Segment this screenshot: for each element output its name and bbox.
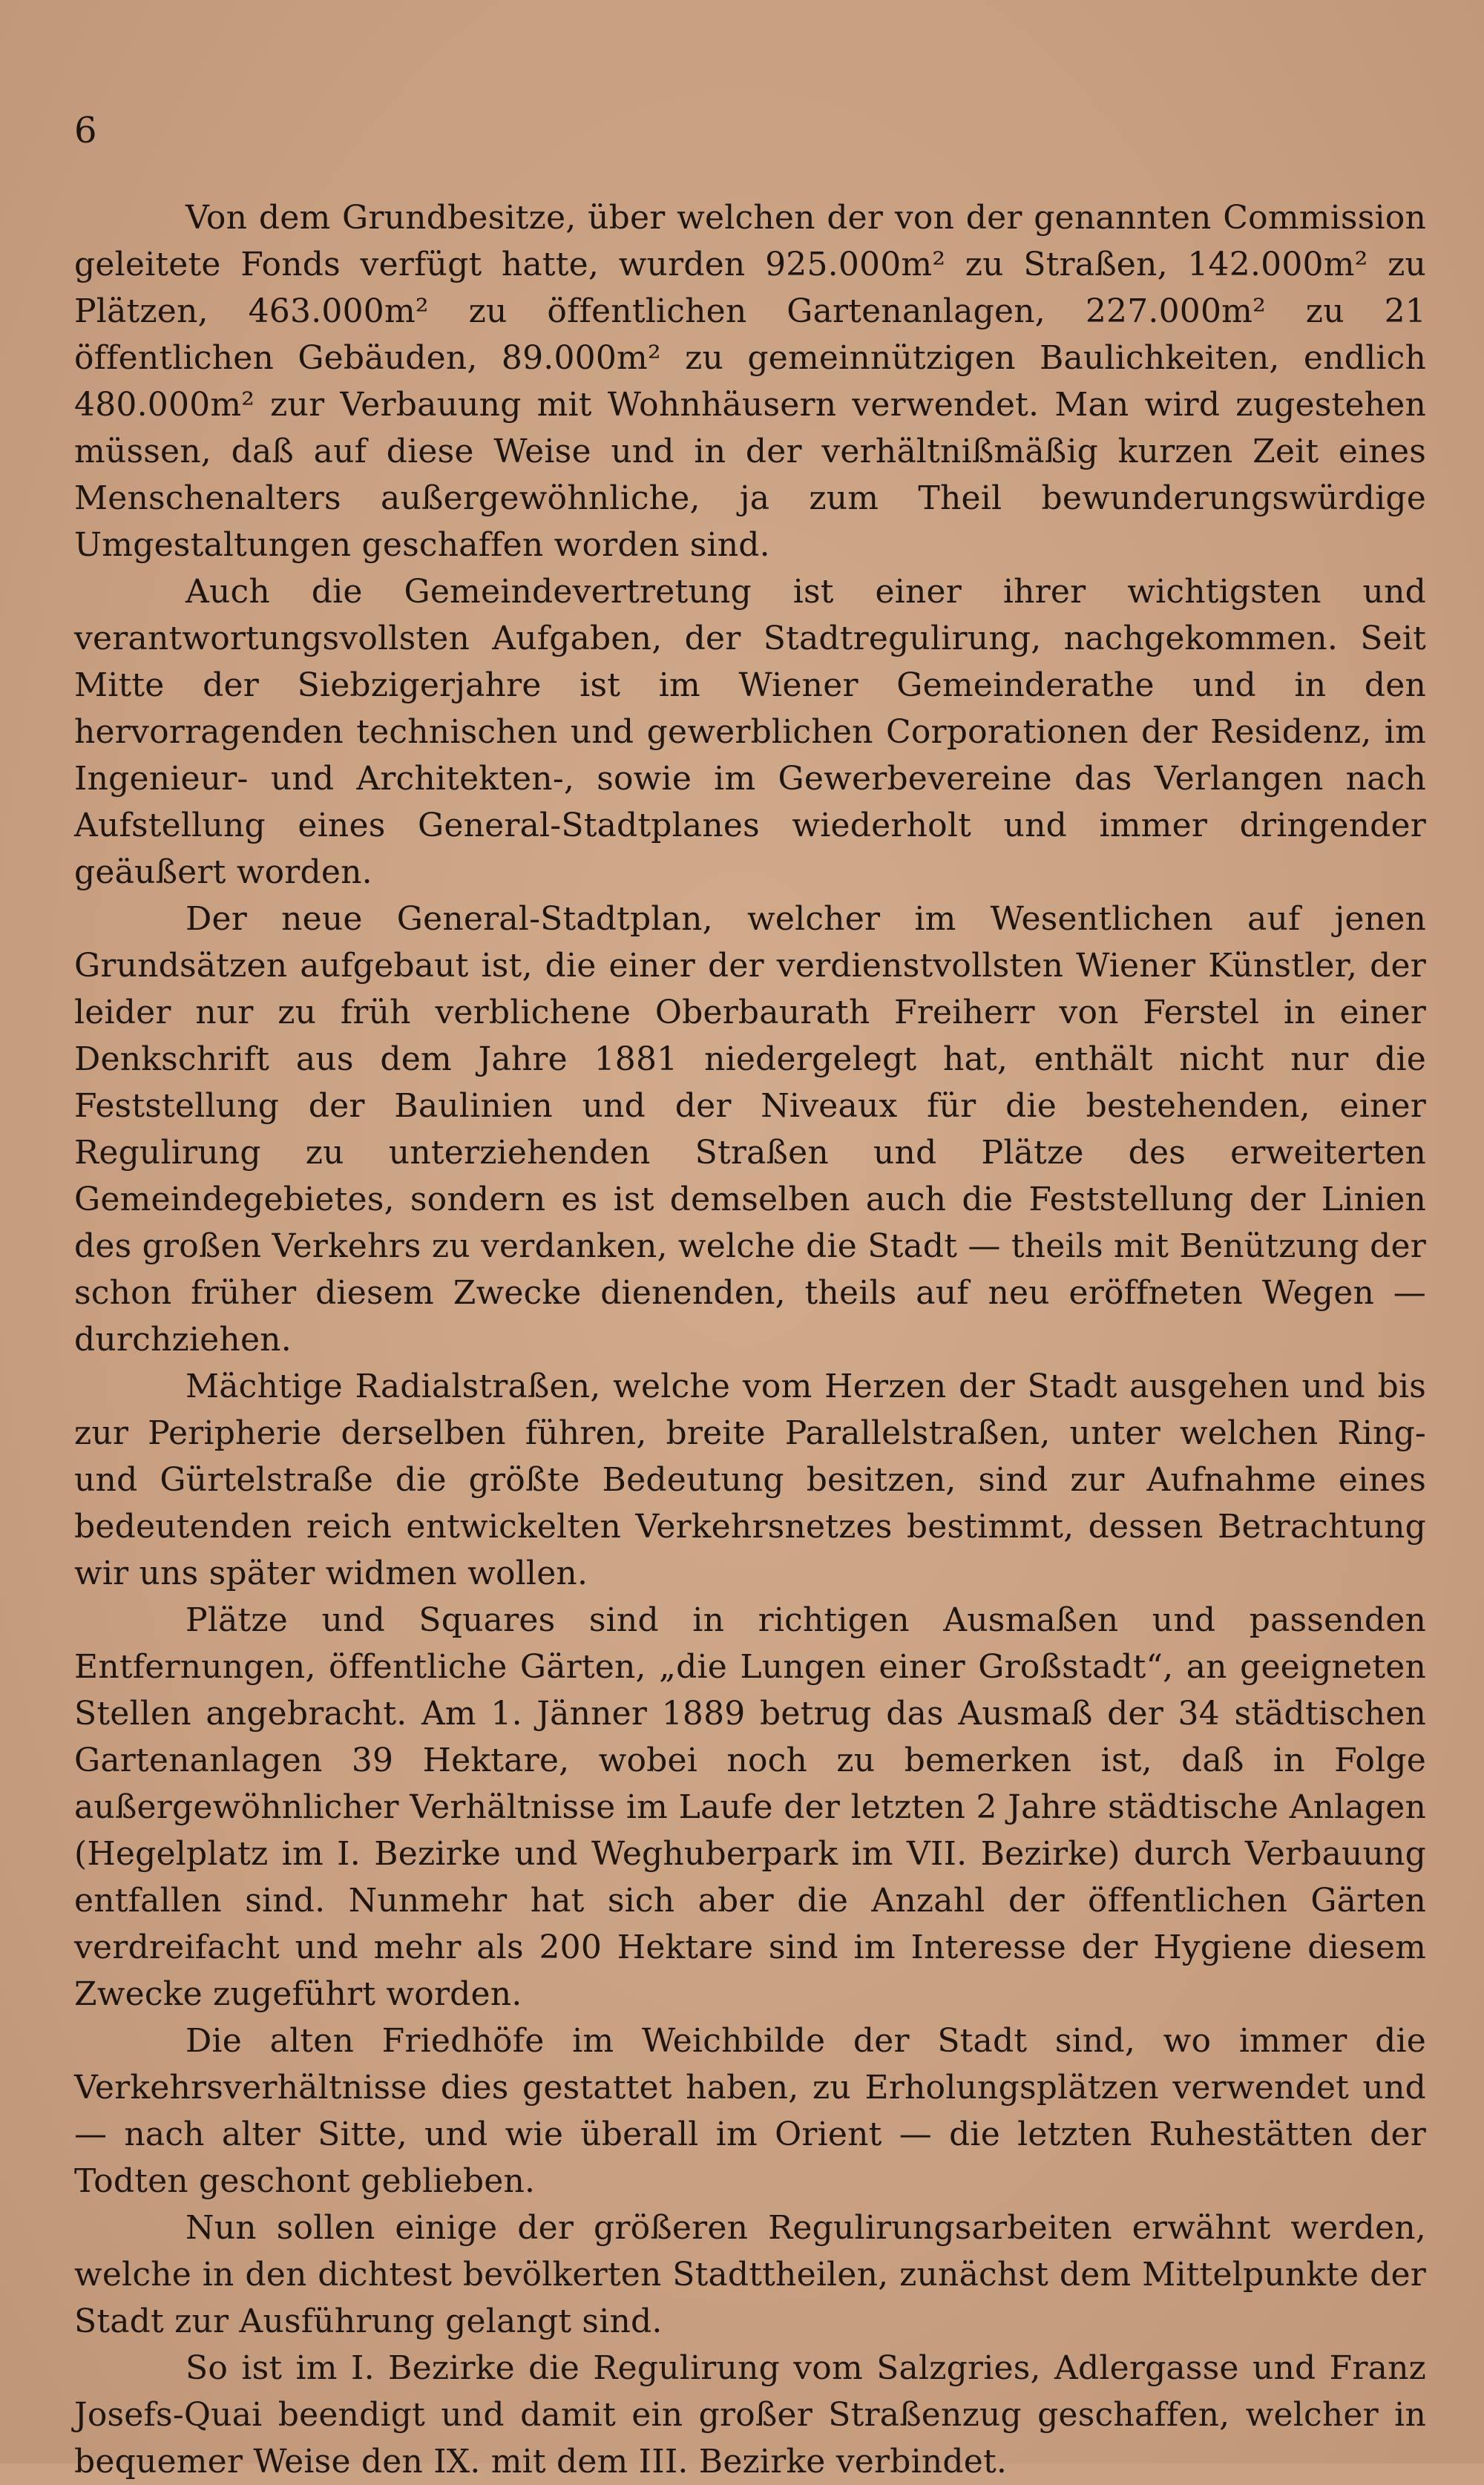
paragraph-7: Nun sollen einige der größeren Regulirungsarbeiten erwähnt werden, welche in den dichtest bevölkerten Stadttheilen, zunächst dem Mittelpunkte der Stadt zur Ausführung gelangt sind. — [74, 2209, 1426, 2340]
paragraph-6: Die alten Friedhöfe im Weichbilde der Stadt sind, wo immer die Verkehrsverhältnisse dies gestattet haben, zu Erholungsplätzen verwendet und — nach alter Sitte, und wie überall im Orient — die letzten Ruhestätten der Todten geschont geblieben. — [74, 2022, 1426, 2200]
paragraph-3: Der neue General-Stadtplan, welcher im Wesentlichen auf jenen Grundsätzen aufgebaut ist, die einer der verdienstvollsten Wiener Künstler, der leider nur zu früh verblichene Oberbaurath Freiherr von Ferstel in einer Denkschrift aus dem Jahre 1881 niedergelegt hat, enthält nicht nur die Feststellung der Baulinien und der Niveaux für die bestehenden, einer Regulirung zu unterziehenden Straßen und Plätze des erweiterten Gemeindegebietes, sondern es ist demselben auch die Feststellung der Linien des großen Verkehrs zu verdanken, welche die Stadt — theils mit Benützung der schon früher diesem Zwecke dienenden, theils auf neu eröffneten Wegen — durchziehen. — [74, 900, 1426, 1359]
paragraph-5: Plätze und Squares sind in richtigen Ausmaßen und passenden Entfernungen, öffentliche Gärten, „die Lungen einer Großstadt“, an geeigneten Stellen angebracht. Am 1. Jänner 1889 betrug das Ausmaß der 34 städtischen Gartenanlagen 39 Hektare, wobei noch zu bemerken ist, daß in Folge außergewöhnlicher Verhältnisse im Laufe der letzten 2 Jahre städtische Anlagen (Hegelplatz im I. Bezirke und Weghuberpark im VII. Bezirke) durch Verbauung entfallen sind. Nunmehr hat sich aber die Anzahl der öffentlichen Gärten verdreifacht und mehr als 200 Hektare sind im Interesse der Hygiene diesem Zwecke zugeführt worden. — [74, 1601, 1426, 2013]
paragraph-1: Von dem Grundbesitze, über welchen der von der genannten Commission geleitete Fonds verfügt hatte, wurden 925.000m² zu Straßen, 142.000m² zu Plätzen, 463.000m² zu öffentlichen Gartenanlagen, 227.000m² zu 21 öffentlichen Gebäuden, 89.000m² zu gemeinnützigen Baulichkeiten, endlich 480.000m² zur Verbauung mit Wohnhäusern verwendet. Man wird zugestehen müssen, daß auf diese Weise und in der verhältnißmäßig kurzen Zeit eines Menschenalters außergewöhnliche, ja zum Theil bewunderungswürdige Umgestaltungen geschaffen worden sind. — [74, 199, 1426, 564]
paragraph-4: Mächtige Radialstraßen, welche vom Herzen der Stadt ausgehen und bis zur Peripherie derselben führen, breite Parallelstraßen, unter welchen Ring- und Gürtelstraße die größte Bedeutung besitzen, sind zur Aufnahme eines bedeutenden reich entwickelten Verkehrsnetzes bestimmt, dessen Betrachtung wir uns später widmen wollen. — [74, 1368, 1426, 1592]
page-number: 6 — [74, 110, 97, 151]
paragraph-2: Auch die Gemeindevertretung ist einer ihrer wichtigsten und verantwortungsvollsten Aufgaben, der Stadtregulirung, nachgekommen. Seit Mitte der Siebzigerjahre ist im Wiener Gemeinderathe und in den hervorragenden technischen und gewerblichen Corporationen der Residenz, im Ingenieur- und Architekten-, sowie im Gewerbevereine das Verlangen nach Aufstellung eines General-Stadtplanes wiederholt und immer dringender geäußert worden. — [74, 573, 1426, 891]
paragraph-8: So ist im I. Bezirke die Regulirung vom Salzgries, Adlergasse und Franz Josefs-Quai beendigt und damit ein großer Straßenzug geschaffen, welcher in bequemer Weise den IX. mit dem III. Bezirke verbindet. — [74, 2349, 1426, 2481]
body-text — [74, 194, 1426, 2485]
